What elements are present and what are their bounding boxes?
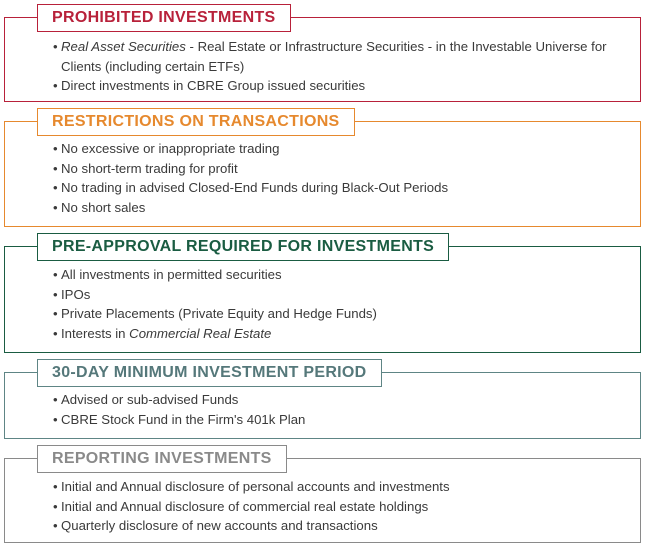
section-title: PRE-APPROVAL REQUIRED FOR INVESTMENTS — [37, 233, 449, 261]
item-text: CBRE Stock Fund in the Firm's 401k Plan — [61, 411, 306, 427]
bullet: • — [53, 392, 58, 407]
list-item — [53, 477, 620, 497]
item-emphasis: Real Asset Securities — [61, 39, 186, 54]
list-item — [53, 390, 620, 410]
bullet: • — [53, 306, 58, 321]
bullet: • — [53, 160, 58, 176]
section-pre-approval-required — [4, 238, 641, 353]
bullet: • — [53, 498, 58, 514]
bullet: • — [53, 286, 58, 302]
list-item — [53, 76, 620, 96]
item-text: No trading in advised Closed-End Funds during Black-Out Periods — [61, 180, 449, 195]
section-title: RESTRICTIONS ON TRANSACTIONS — [37, 108, 355, 136]
bullet: • — [53, 518, 58, 533]
list-item — [53, 37, 620, 76]
item-list — [53, 477, 620, 536]
section-30-day-minimum-period — [4, 364, 641, 439]
item-text: No short-term trading for profit — [61, 160, 238, 176]
item-text: IPOs — [61, 286, 91, 302]
list-item — [53, 410, 620, 430]
section-reporting-investments — [4, 450, 641, 543]
item-text: No short sales — [61, 199, 146, 215]
item-list — [53, 37, 620, 96]
item-text: Direct investments in CBRE Group issued securities — [61, 78, 366, 93]
section-title: REPORTING INVESTMENTS — [37, 445, 287, 473]
bullet: • — [53, 479, 58, 494]
item-text: Initial and Annual disclosure of personal accounts and investments — [61, 479, 450, 494]
item-text: No excessive or inappropriate trading — [61, 141, 280, 156]
list-item — [53, 265, 620, 285]
bullet: • — [53, 78, 58, 93]
item-emphasis: Commercial Real Estate — [129, 325, 272, 341]
item-list — [53, 390, 620, 429]
item-text: Private Placements (Private Equity and Hedge Funds) — [61, 306, 377, 321]
bullet: • — [53, 39, 58, 54]
bullet: • — [53, 325, 58, 341]
item-text: Initial and Annual disclosure of commercial real estate holdings — [61, 498, 429, 514]
item-text: Advised or sub-advised Funds — [61, 392, 239, 407]
list-item — [53, 304, 620, 324]
item-text: Interests in — [61, 325, 130, 341]
list-item — [53, 139, 620, 159]
list-item — [53, 324, 620, 344]
bullet: • — [53, 199, 58, 215]
section-title: PROHIBITED INVESTMENTS — [37, 4, 291, 32]
item-list — [53, 265, 620, 343]
item-text: Quarterly disclosure of new accounts and transactions — [61, 518, 378, 533]
bullet: • — [53, 180, 58, 195]
section-title: 30-DAY MINIMUM INVESTMENT PERIOD — [37, 359, 382, 387]
item-text: - Real Estate or Infrastructure Securities - in the Investable Universe for Clients (including certain ETFs) — [61, 39, 607, 74]
section-prohibited-investments — [4, 9, 641, 102]
list-item — [53, 497, 620, 517]
list-item — [53, 516, 620, 536]
list-item — [53, 178, 620, 198]
section-restrictions-on-transactions — [4, 113, 641, 227]
list-item — [53, 159, 620, 179]
list-item — [53, 285, 620, 305]
item-text: All investments in permitted securities — [61, 267, 282, 282]
list-item — [53, 198, 620, 218]
item-list — [53, 139, 620, 217]
bullet: • — [53, 267, 58, 282]
bullet: • — [53, 411, 58, 427]
bullet: • — [53, 141, 58, 156]
